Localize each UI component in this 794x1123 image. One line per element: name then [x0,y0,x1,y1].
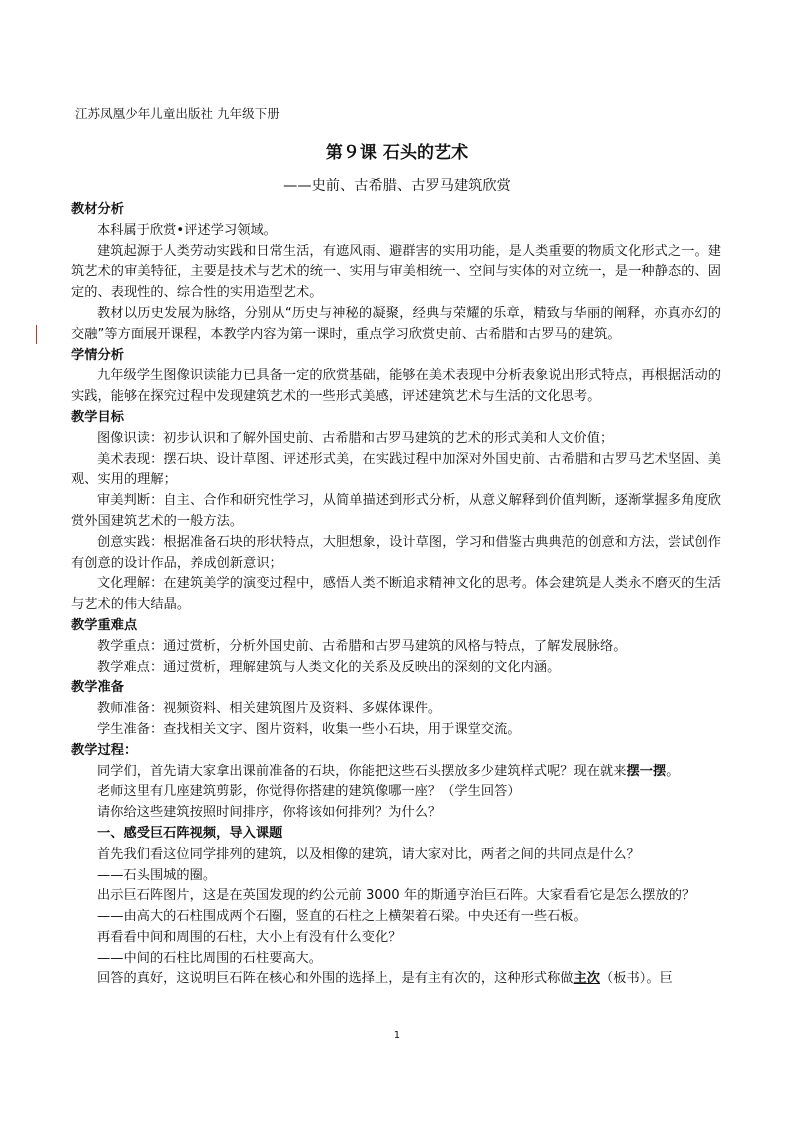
paragraph: 教学重点：通过赏析，分析外国史前、古希腊和古罗马建筑的风格与特点，了解发展脉络。 [97,638,627,654]
paragraph: 本科属于欣赏•评述学习领域。 [97,222,277,238]
paragraph: 请你给这些建筑按照时间排序，你将该如何排列？为什么？ [97,805,442,821]
lesson-title: 第９课 石头的艺术 [325,143,469,163]
paragraph: 再看看中间和周围的石柱，大小上有没有什么变化？ [97,929,402,945]
paragraph: ——由高大的石柱围成两个石圈，竖直的石柱之上横架着石梁。中央还有一些石板。 [97,909,587,925]
lesson-subtitle: ——史前、古希腊、古罗马建筑欣赏 [283,178,511,194]
paragraph: 审美判断：自主、合作和研究性学习，从简单描述到形式分析，从意义解释到价值判断，逐渐掌握多角度欣赏外国建筑艺术的一般方法。 [71,493,721,529]
paragraph: 美术表现：摆石块、设计草图、评述形式美，在实践过程中加深对外国史前、古希腊和古罗马艺术坚固、美观、实用的理解； [71,451,721,488]
section-heading: 学情分析 [71,347,124,363]
section-heading: 教学过程： [71,742,138,758]
publisher-header: 江苏凤凰少年儿童出版社 九年级下册 [75,106,280,121]
paragraph-text: 同学们，首先请大家拿出课前准备的石块，你能把这些石头摆放多少建筑样式呢？现在就来 [97,763,627,779]
paragraph: 出示巨石阵图片，这是在英国发现的约公元前 3000 年的斯通亨治巨石阵。大家看看它是怎么摆放的？ [97,888,696,904]
document-body [71,200,721,990]
paragraph: 九年级学生图像识读能力已具备一定的欣赏基础，能够在美术表现中分析表象说出形式特点，再根据活动的实践，能够在探究过程中发现建筑艺术的一些形式美感，评述建筑艺术与生活的文化思考。 [71,368,721,405]
subsection-heading: 一、感受巨石阵视频，导入课题 [97,825,283,841]
paragraph: 教学难点：通过赏析，理解建筑与人类文化的关系及反映出的深刻的文化内涵。 [97,659,561,675]
paragraph: 首先我们看这位同学排列的建筑，以及相像的建筑，请大家对比，两者之间的共同点是什么？ [97,846,640,862]
text-cursor [36,325,37,344]
section-heading: 教学重难点 [71,617,138,633]
underlined-keyword: 主次 [573,971,601,987]
paragraph: ——中间的石柱比周围的石柱要高大。 [97,950,323,966]
paragraph: 建筑起源于人类劳动实践和日常生活，有遮风雨、避群害的实用功能，是人类重要的物质文化形式之一。建筑艺术的审美特征，主要是技术与艺术的统一、实用与审美相统一、空间与实体的对立统一，是一种静态的、固定的、表现性的、综合性的实用造型艺术。 [71,243,721,301]
paragraph-text: 。 [666,763,680,779]
paragraph [71,969,721,990]
paragraph: 学生准备：查找相关文字、图片资料，收集一些小石块，用于课堂交流。 [97,721,521,737]
section-heading: 教材分析 [71,202,124,217]
paragraph: 教材以历史发展为脉络，分别从“历史与神秘的凝聚，经典与荣耀的乐章，精致与华丽的阐释，亦真亦幻的交融”等方面展开课程，本教学内容为第一课时，重点学习欣赏史前、古希腊和古罗马的建筑。 [71,305,721,342]
paragraph [71,762,721,783]
paragraph: 教师准备：视频资料、相关建筑图片及资料、多媒体课件。 [97,701,442,717]
paragraph: ——石头围城的圈。 [97,867,217,883]
emphasis-text: 摆一摆 [626,763,667,779]
paragraph: 创意实践：根据准备石块的形状特点，大胆想象，设计草图，学习和借鉴古典典范的创意和方法，尝试创作有创意的设计作品，养成创新意识； [71,534,721,571]
paragraph: 老师这里有几座建筑剪影，你觉得你搭建的建筑像哪一座？（学生回答） [97,784,521,800]
page-number: 1 [393,1030,401,1041]
section-heading: 教学准备 [71,680,124,696]
paragraph-text: （板书）。巨 [600,971,673,987]
paragraph-text: 回答的真好，这说明巨石阵在核心和外围的选择上，是有主有次的，这种形式称做 [97,971,574,987]
paragraph: 文化理解：在建筑美学的演变过程中，感悟人类不断追求精神文化的思考。体会建筑是人类永不磨灭的生活与艺术的伟大结晶。 [71,576,721,613]
paragraph: 图像识读：初步认识和了解外国史前、古希腊和古罗马建筑的艺术的形式美和人文价值； [97,430,614,446]
section-heading: 教学目标 [71,409,124,425]
